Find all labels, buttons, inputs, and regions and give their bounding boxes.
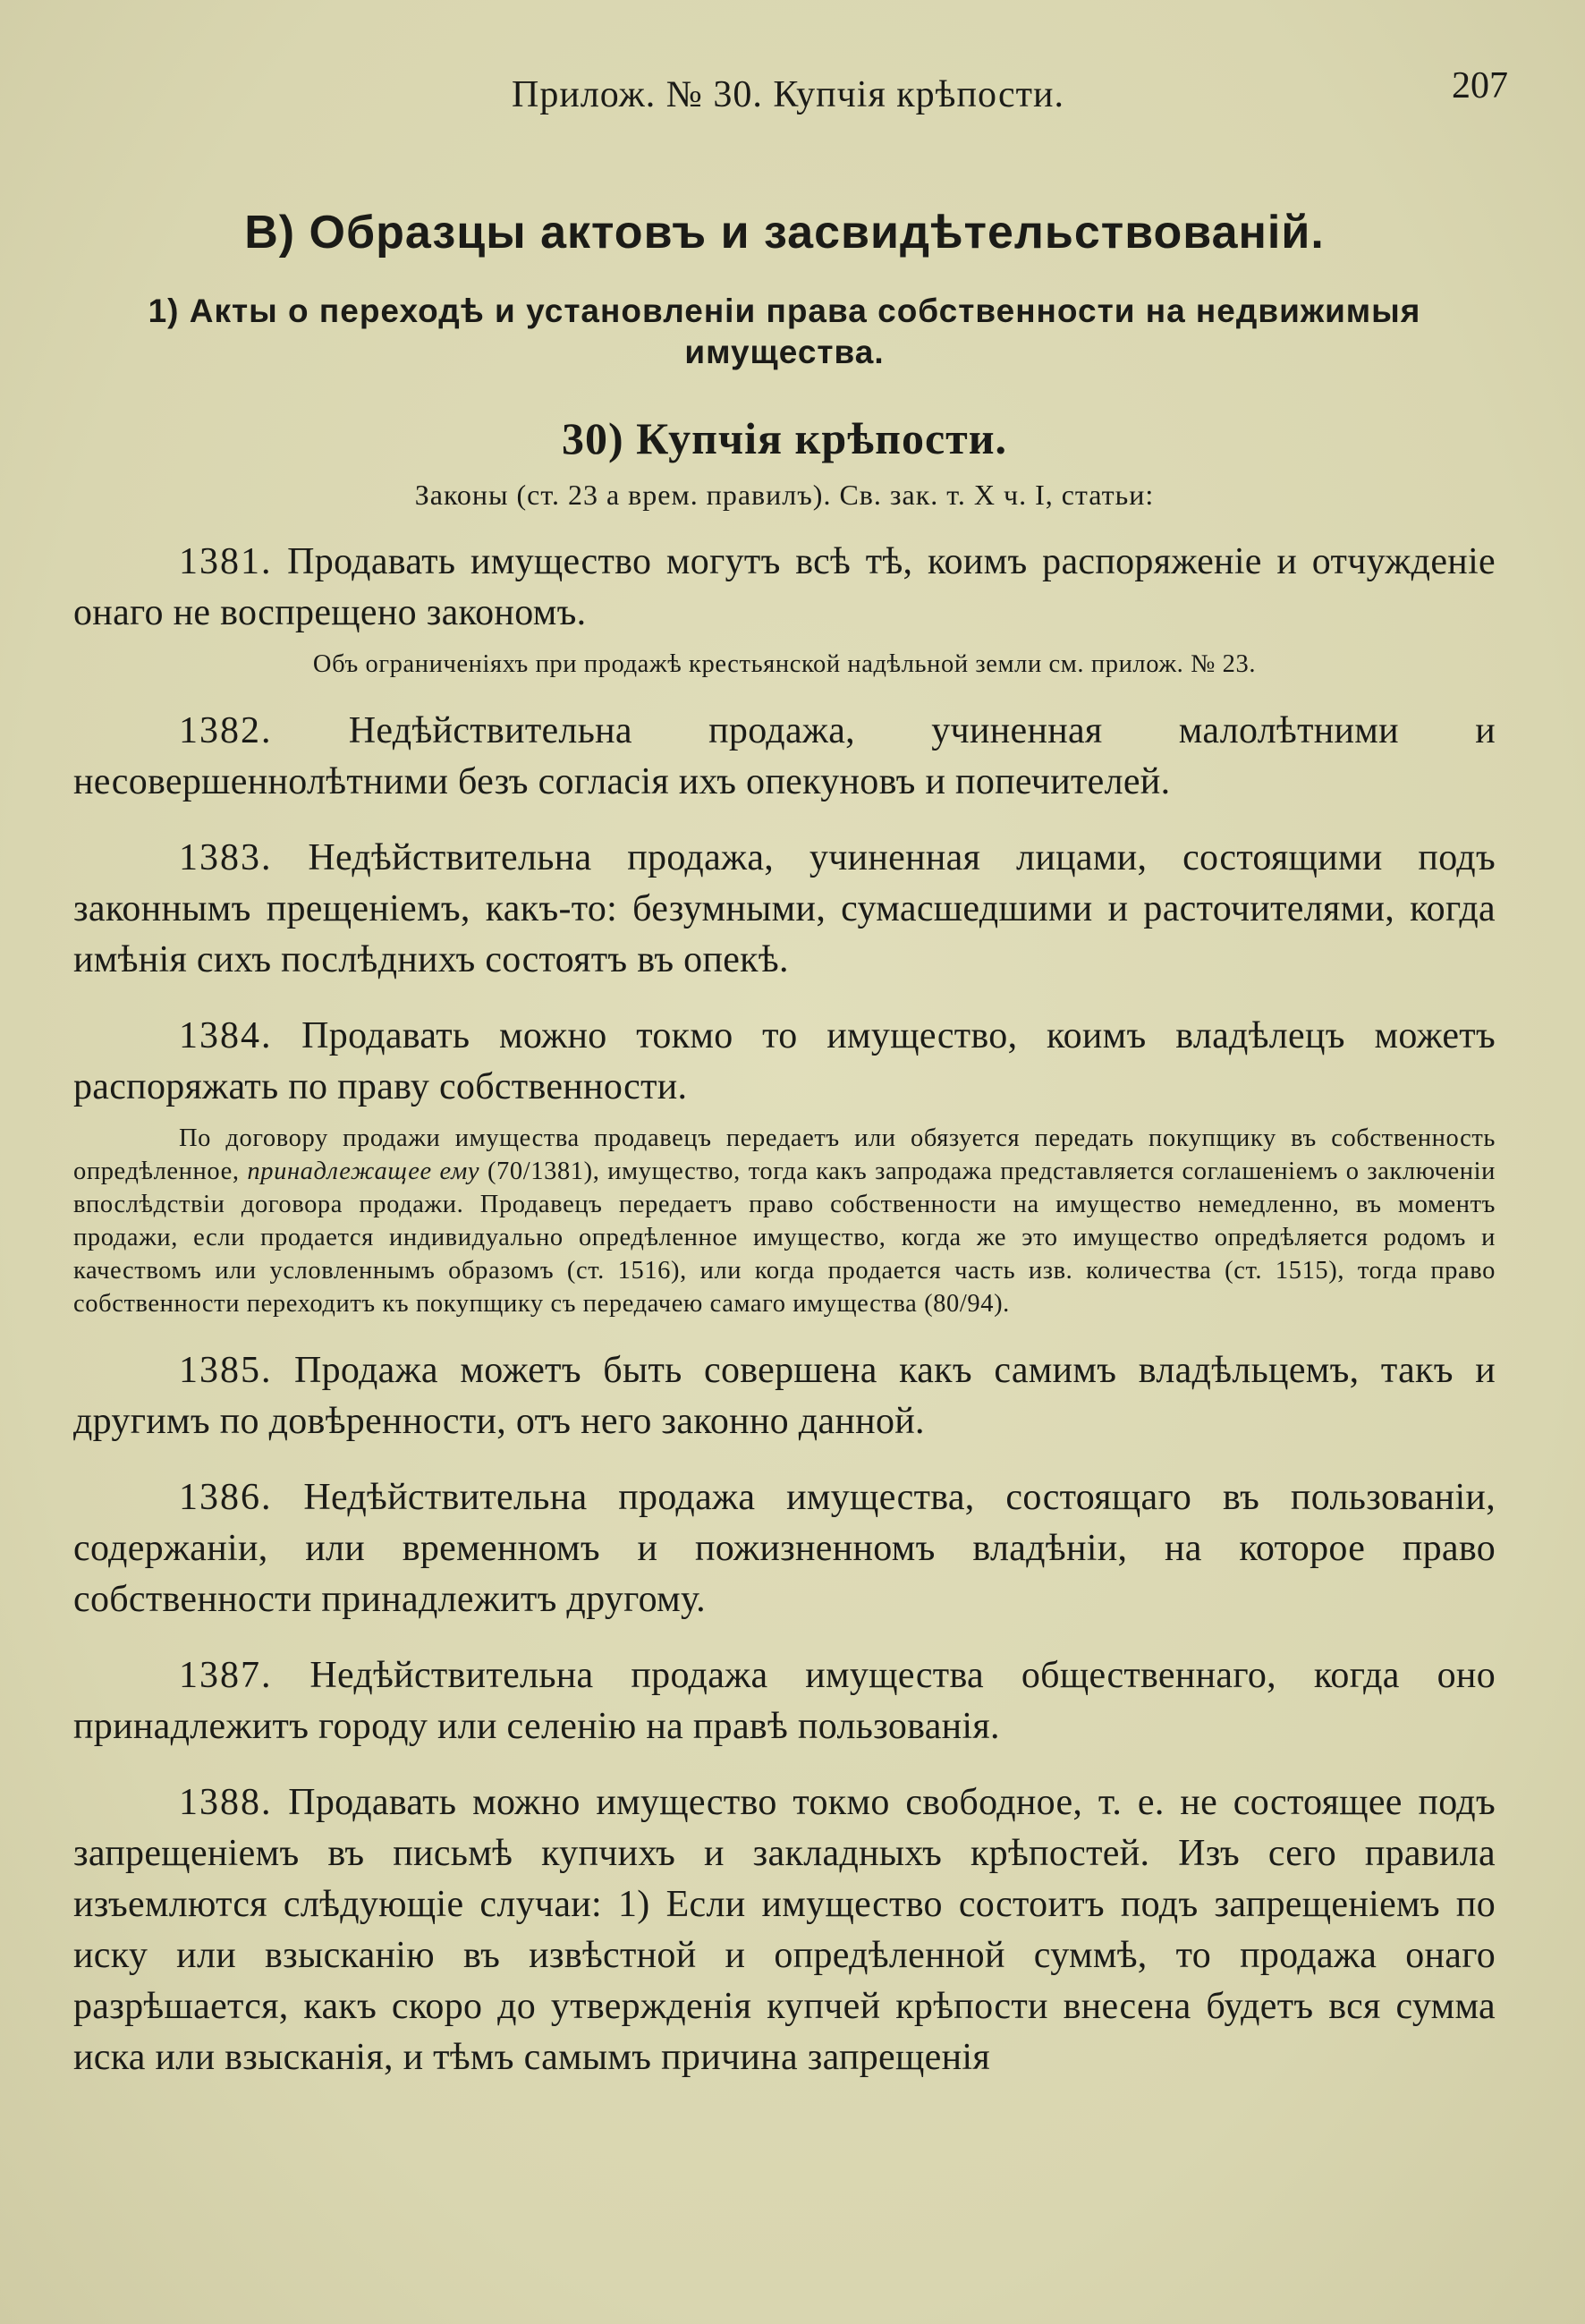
article-number: 1386. — [179, 1477, 273, 1518]
article-number: 1382. — [179, 710, 273, 751]
article-number: 1381. — [179, 541, 273, 582]
article-text: Продавать имущество могутъ всѣ тѣ, коимъ распоряженіе и отчужденіе онаго не воспрещено закономъ. — [73, 541, 1496, 633]
section-title: B) Образцы актовъ и засвидѣтельствованій. — [244, 207, 1325, 259]
article-number: 1385. — [179, 1350, 273, 1391]
article-1388 — [73, 1777, 1496, 2083]
article-number: 1384. — [179, 1015, 273, 1056]
commentary-text: (70/1381), имущество, тогда какъ запродажа представляется соглашеніемъ о заключеніи впослѣдствіи договора продажи. Продавецъ передаетъ право собственности на имущество немедленно, въ моментъ продажи, если продается индивидуально опредѣленное имущество, когда же это имущество опредѣляется родомъ и качествомъ или условленнымъ образомъ (ст. 1516), или когда продается часть изв. количества (ст. 1515), тогда право собственности переходитъ къ покупщику съ передачею самаго имущества (80/94). — [73, 1158, 1496, 1318]
laws-reference: Законы (ст. 23 а врем. правилъ). Св. зак. т. X ч. I, статьи: — [414, 479, 1155, 511]
article-note: Объ ограниченіяхъ при продажѣ крестьянской надѣльной земли см. прилож. № 23. — [312, 650, 1257, 678]
article-text: Недѣйствительна продажа имущества, состоящаго въ пользованіи, содержаніи, или временномъ и пожизненномъ владѣніи, на которое право собственности принадлежитъ другому. — [73, 1477, 1496, 1620]
article-1383 — [73, 833, 1496, 986]
commentary-text: По договору продажи имущества продавецъ передаетъ или обязуется передать покупщику въ собственность опредѣленное, — [73, 1124, 1496, 1185]
article-number: 1388. — [179, 1782, 273, 1823]
entry-title: 30) Купчія крѣпости. — [561, 413, 1008, 463]
subsection-title: 1) Акты о переходѣ и установленіи права собственности на недвижимыя имущества. — [148, 293, 1421, 370]
running-head — [81, 55, 1508, 118]
article-text: Недѣйствительна продажа, учиненная малолѣтними и несовершеннолѣтними безъ согласія ихъ опекуновъ и попечителей. — [73, 710, 1496, 802]
article-1387 — [73, 1650, 1496, 1752]
article-text: Продавать можно токмо то имущество, коимъ владѣлецъ можетъ распоряжать по праву собственности. — [73, 1015, 1496, 1107]
article-text: Недѣйствительна продажа имущества общественнаго, когда оно принадлежитъ городу или селенію на правѣ пользованія. — [73, 1655, 1496, 1747]
page-body — [73, 291, 1496, 2108]
running-head-title: Прилож. № 30. Купчія крѣпости. — [512, 74, 1064, 115]
page-number: 207 — [1452, 65, 1508, 106]
article-number: 1387. — [179, 1655, 273, 1696]
article-1386 — [73, 1472, 1496, 1625]
article-1384 — [73, 1011, 1496, 1113]
commentary-emphasis: принадлежащее ему — [247, 1158, 480, 1185]
article-text: Продавать можно имущество токмо свободное, т. е. не состоящее подъ запрещеніемъ въ письмѣ купчихъ и закладныхъ крѣпостей. Изъ сего правила изъемлются слѣдующіе случаи: 1) Если имущество состоитъ подъ запрещеніемъ по иску или взысканію въ извѣстной и опредѣленной суммѣ, то продажа онаго разрѣшается, какъ скоро до утвержденія купчей крѣпости внесена будетъ вся сумма иска или взысканія, и тѣмъ самымъ причина запрещенія — [73, 1782, 1496, 2078]
article-text: Продажа можетъ быть совершена какъ самимъ владѣльцемъ, такъ и другимъ по довѣренности, отъ него законно данной. — [73, 1350, 1496, 1442]
article-1382 — [73, 706, 1496, 808]
article-1381 — [73, 537, 1496, 639]
article-number: 1383. — [179, 837, 273, 878]
article-text: Недѣйствительна продажа, учиненная лицами, состоящими подъ законнымъ прещеніемъ, какъ-то: безумными, сумасшедшими и расточителями, когда имѣнія сихъ послѣднихъ состоятъ въ опекѣ. — [73, 837, 1496, 980]
article-1385 — [73, 1345, 1496, 1447]
article-commentary — [73, 1122, 1496, 1320]
